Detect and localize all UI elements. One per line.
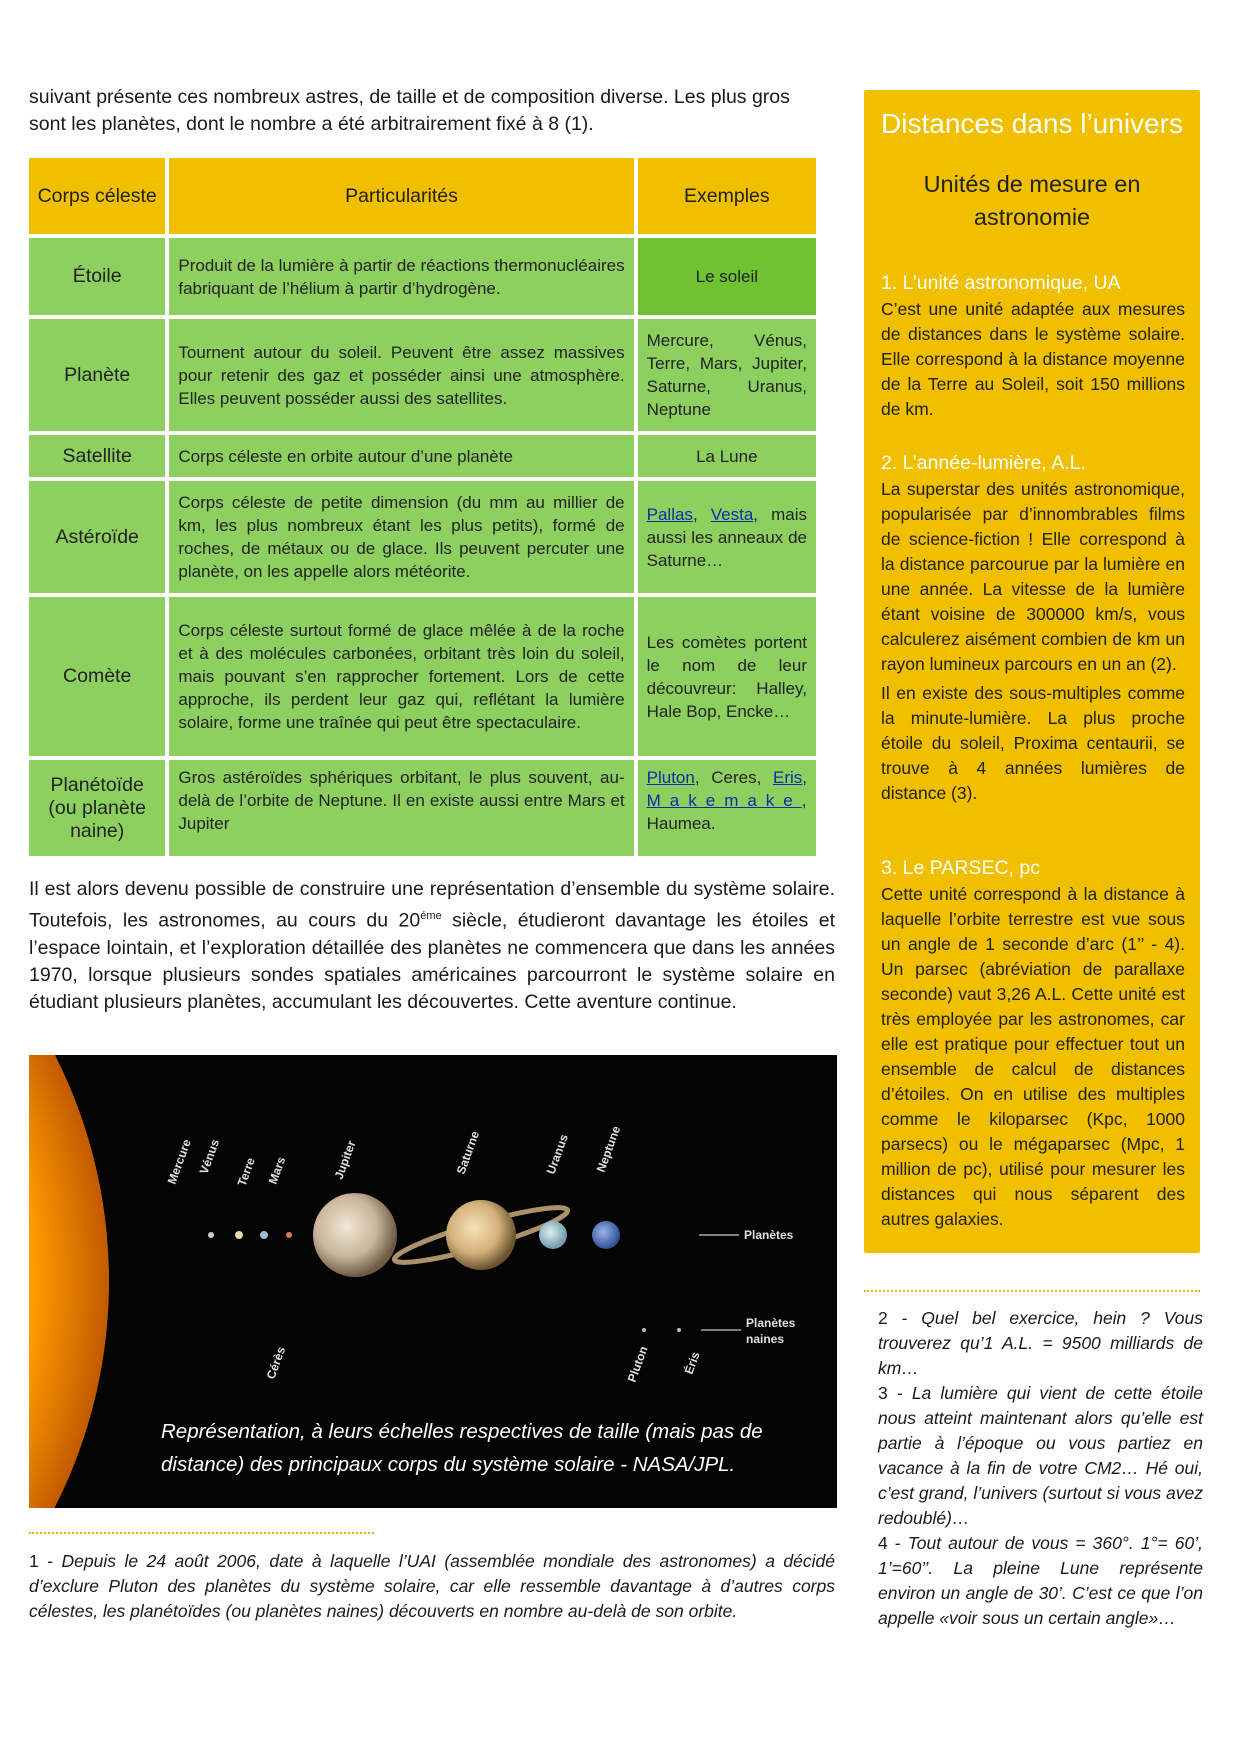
sidebar-subtitle: Unités de mesure en astronomie [923,171,1141,230]
label-saturne: Saturne [453,1129,483,1177]
pluton-link[interactable]: Pluton [646,768,695,787]
legend-dwarf-2: naines [746,1332,785,1346]
footnote-text: Depuis le 24 août 2006, date à laquelle l’UAI (assemblée mondiale des astronomes) a décidé d’exclure Pluton des planètes du système solaire, car elle ressemble davantage à d’autres corps célestes, les planétoïdes (ou planètes naines) découverts en nombre au-delà de son orbite. [29,1551,835,1621]
table-row [29,435,816,477]
section-body: C’est une unité adaptée aux mesures de distances dans le système solaire. Elle correspond à la distance moyenne de la Terre au Soleil, soit 150 millions de km. [881,299,1185,419]
note-text: Tout autour de vous = 360°. 1°= 60’, 1’=60’’. La pleine Lune représente environ un angle de 30’. C’est ce que l’on appelle «voir sous un certain angle»… [878,1533,1203,1628]
row-desc: Corps céleste surtout formé de glace mêlée à de la roche et à des molécules carbonées, orbitant très loin du soleil, mais pouvant s’en rapprocher fortement. Lors de cette approche, ils perdent leur gaz qui, reflétant la lumière solaire, forme une traînée qui peut être spectaculaire. [169,597,633,756]
saturn-shape [446,1200,516,1270]
paragraph-sup: éme [420,910,442,922]
section-al [881,450,1185,806]
venus-shape [235,1231,243,1239]
section-heading: 1. L’unité astronomique, UA [881,272,1121,294]
eris-shape [677,1328,681,1332]
pallas-link[interactable]: Pallas [646,504,693,524]
vesta-link[interactable]: Vesta [710,504,754,524]
makemake-link[interactable]: Makemake [646,791,802,810]
uranus-shape [539,1221,567,1249]
jupiter-shape [313,1193,397,1277]
row-name: Étoile [29,238,165,315]
table-row [29,481,816,593]
note-number: 2 - [878,1308,922,1328]
label-uranus: Uranus [543,1132,571,1177]
row-name: Planétoïde (ou planète naine) [29,760,165,856]
row-examples: Pluton, Ceres, Eris, Makemake, Haumea. [638,760,816,856]
section-heading: 3. Le PARSEC, pc [881,857,1040,879]
label-mars: Mars [265,1154,289,1187]
legend-dwarf-1: Planètes [746,1316,796,1330]
label-venus: Vénus [196,1137,223,1177]
examples-text: , mais aussi les anneaux de Saturne… [646,504,807,570]
note-number: 4 - [878,1533,908,1553]
section-ua [881,270,1185,422]
notes-divider [864,1290,1200,1292]
row-desc: Tournent autour du soleil. Peuvent être assez massives pour retenir des gaz et posséder ainsi une atmosphère. Elles peuvent posséder aussi des satellites. [169,319,633,431]
row-name: Comète [29,597,165,756]
table-row [29,319,816,431]
footnote-number: 1 - [29,1551,62,1571]
row-name: Planète [29,319,165,431]
mars-shape [286,1232,292,1238]
row-examples: Les comètes portent le nom de leur découvreur: Halley, Hale Bop, Encke… [638,597,816,756]
footnote-divider [29,1532,374,1534]
table-row [29,597,816,756]
distances-sidebar [864,90,1200,1253]
section-parsec [881,855,1185,1232]
examples-text: , Ceres, [694,768,773,787]
row-desc: Corps céleste de petite dimension (du mm au millier de km, les plus nombreux étant les plus petits), formé de roches, de métaux ou de glace. Ils peuvent percuter une planète, on les appelle alors météorite. [169,481,633,593]
label-eris: Éris [681,1349,703,1377]
row-name: Astéroïde [29,481,165,593]
row-examples: Mercure, Vénus, Terre, Mars, Jupiter, Saturne, Uranus, Neptune [638,319,816,431]
paragraph-part1: Il est alors devenu possible de construire une représentation d’ensemble du système solaire. Toutefois, les astronomes, au cours du 20 [29,878,835,932]
section-body-2: Il en existe des sous-multiples comme la minute-lumière. La plus proche étoile du soleil, Proxima centaurii, se trouve à 4 années lumières de distance (3). [881,683,1185,803]
label-pluton: Pluton [624,1344,651,1385]
neptune-shape [592,1221,620,1249]
legend-planets: Planètes [744,1228,794,1242]
side-notes [878,1306,1203,1631]
label-mercure: Mercure [164,1137,194,1187]
intro-text: suivant présente ces nombreux astres, de taille et de composition diverse. Les plus gros sont les planètes, dont le nombre a été arbitrairement fixé à 8 (1). [29,86,790,135]
row-examples: Le soleil [638,238,816,315]
earth-shape [260,1231,268,1239]
row-desc: Produit de la lumière à partir de réactions thermonucléaires fabriquant de l’hélium à partir d’hydrogène. [169,238,633,315]
note-text: La lumière qui vient de cette étoile nous atteint maintenant alors qu’elle est partie à l’époque ou vous partiez en vacance à la fin de votre CM2… Hé oui, c’est grand, l’univers (surtout si vous avez redoublé)… [878,1383,1203,1528]
table-row [29,238,816,315]
label-ceres: Cérès [263,1344,289,1382]
body-paragraph [29,876,835,1016]
celestial-bodies-table [25,154,820,860]
eris-link[interactable]: Eris [772,768,803,787]
section-body: La superstar des unités astronomique, popularisée par d’innombrables films de science-fiction ! Elle correspond à la distance parcourue par la lumière en une année. La vitesse de la lumière étant voisine de 300000 km/s, vous calculerez aisément combien de km un rayon lumineux parcours en un an (2). [881,479,1185,674]
paragraph-part2: siècle, étudieront davantage les étoiles et l’espace lointain, et l’exploration détaillée des planètes ne commencera que dans les années 1970, lorsque plusieurs sondes spatiales américaines parcourront le système solaire en étudiant plusieurs planètes, accumulant les découvertes. Cette aventure continue. [29,909,836,1013]
table-header-row [29,158,816,234]
row-examples: La Lune [638,435,816,477]
label-jupiter: Jupiter [331,1138,359,1182]
image-caption: Représentation, à leurs échelles respectives de taille (mais pas de distance) des principaux corps du système solaire - NASA/JPL. [161,1420,763,1476]
section-heading: 2. L’année-lumière, A.L. [881,452,1086,474]
sun-shape [29,1055,109,1508]
label-neptune: Neptune [593,1124,624,1175]
note-4 [878,1531,1203,1631]
footnote-1 [29,1549,835,1624]
note-number: 3 - [878,1383,912,1403]
row-examples: Pallas, Vesta, mais aussi les anneaux de Saturne… [638,481,816,593]
section-body: Cette unité correspond à la distance à laquelle l’orbite terrestre est vue sous un angle de 1 seconde d’arc (1’’ - 4). Un parsec (abréviation de parallaxe seconde) vaut 3,26 A.L. Cette unité est très employée par les astronomes, car elle est pratique pour effectuer tout un ensemble de calcul de distances d’étoiles. On en utilise des multiples comme le kiloparsec (Kpc, 1000 parsecs) ou le mégaparsec (Mpc, 1 million de pc), utilisé pour mesurer les distances qui nous séparent des autres galaxies. [881,884,1185,1229]
label-terre: Terre [234,1155,258,1189]
note-text: Quel bel exercice, hein ? Vous trouverez qu’1 A.L. = 9500 milliards de km… [878,1308,1203,1378]
examples-text: Haumea. [646,814,716,833]
header-examples: Exemples [638,158,816,234]
row-desc: Gros astéroïdes sphériques orbitant, le plus souvent, au-delà de l’orbite de Neptune. Il en existe aussi entre Mars et Jupiter [169,760,633,856]
header-body: Corps céleste [29,158,165,234]
table-row [29,760,816,856]
note-3 [878,1381,1203,1531]
row-name: Satellite [29,435,165,477]
mercury-shape [208,1232,214,1238]
sidebar-title: Distances dans l’univers [881,108,1183,139]
note-2 [878,1306,1203,1381]
row-desc: Corps céleste en orbite autour d’une planète [169,435,633,477]
header-features: Particularités [169,158,633,234]
pluto-shape [642,1328,646,1332]
